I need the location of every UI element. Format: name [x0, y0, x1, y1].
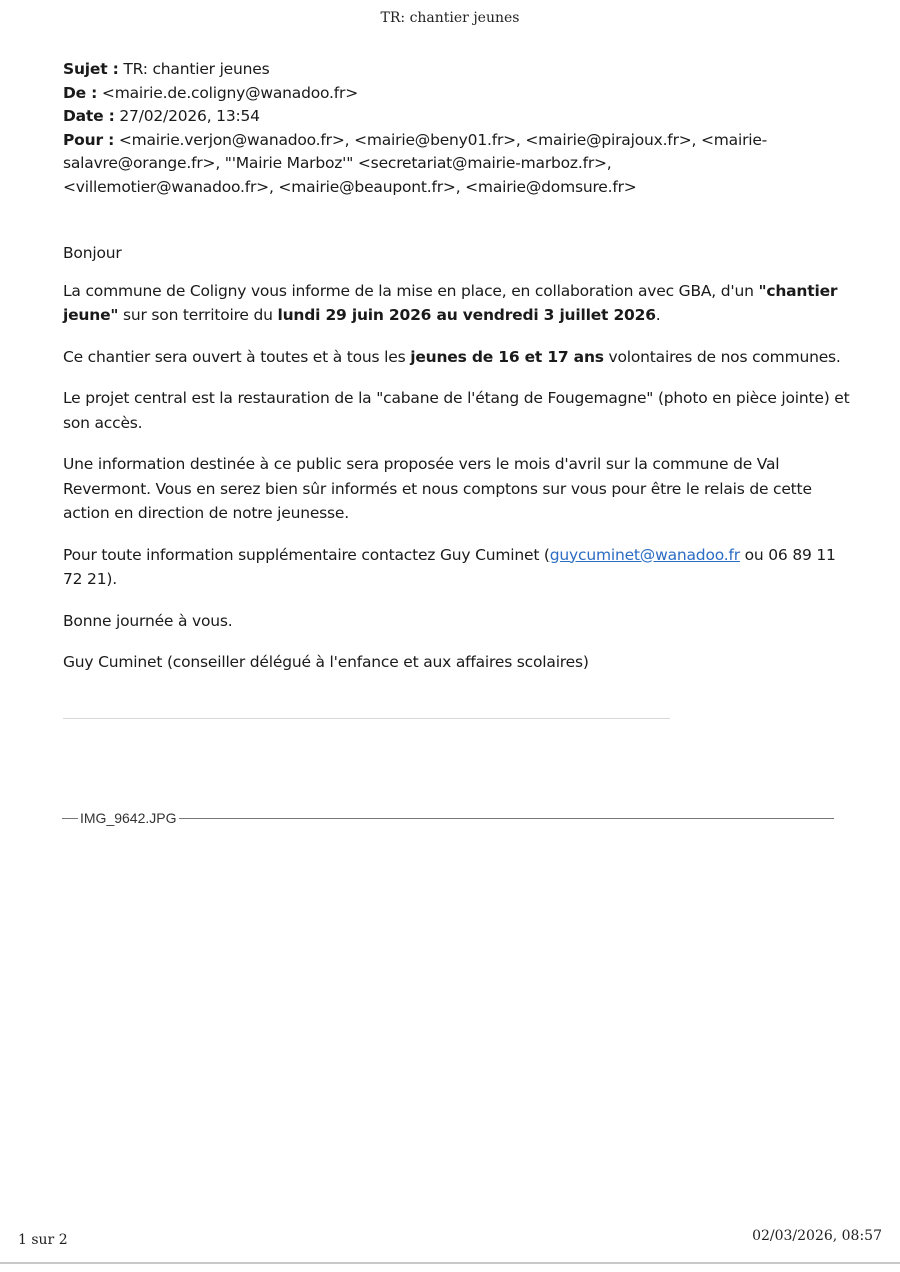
paragraph-contact — [63, 543, 853, 592]
greeting: Bonjour — [63, 244, 122, 262]
to-row — [63, 129, 853, 153]
date-value: 27/02/2026, 13:54 — [114, 107, 260, 125]
date-row — [63, 105, 853, 129]
attachment-rule-right — [179, 818, 835, 819]
date-label: Date : — [63, 107, 115, 125]
p2-text-a: Ce chantier sera ouvert à toutes et à tous les — [63, 347, 411, 366]
p2-bold-ages: jeunes de 16 et 17 ans — [410, 347, 604, 366]
paragraph-project: Le projet central est la restauration de la "cabane de l'étang de Fougemagne" (photo en pièce jointe) et son accès. — [63, 389, 850, 432]
p1-bold-dates: lundi 29 juin 2026 au vendredi 3 juillet 2026 — [277, 306, 656, 324]
attachment-rule-left — [62, 818, 78, 819]
subject-row — [63, 58, 853, 82]
to-row-line2 — [63, 152, 853, 176]
subject-label: Sujet : — [63, 60, 119, 78]
print-header-title: TR: chantier jeunes — [380, 10, 520, 26]
signature-divider — [63, 718, 670, 719]
p1-bold-project: "chantier jeune" — [63, 281, 838, 324]
paragraph-information: Une information destinée à ce public sera proposée vers le mois d'avril sur la commune de Val Revermont. Vous en serez bien sûr informés et nous comptons sur vous pour être le relais de cette action en direction de notre jeunesse. — [63, 455, 812, 522]
p1-text-e: . — [655, 306, 661, 324]
email-header — [63, 58, 853, 199]
attachment-filename[interactable]: IMG_9642.JPG — [80, 810, 177, 826]
p2-text-c: volontaires de nos communes. — [603, 347, 841, 366]
p5-text-a: Pour toute information supplémentaire contactez Guy Cuminet ( — [63, 545, 550, 564]
to-label: Pour : — [63, 130, 115, 149]
attachment-separator — [62, 810, 834, 826]
to-value-line3: <villemotier@wanadoo.fr>, <mairie@beaupont.fr>, <mairie@domsure.fr> — [63, 177, 637, 196]
p1-text-c: sur son territoire du — [118, 306, 278, 324]
from-row — [63, 82, 853, 106]
page-number: 1 sur 2 — [18, 1232, 68, 1248]
p5-text-b: ou 06 89 11 72 21). — [63, 545, 836, 588]
paragraph-audience — [63, 345, 853, 370]
p1-text-a: La commune de Coligny vous informe de la mise en place, en collaboration avec GBA, d'un — [63, 281, 759, 300]
contact-email-link[interactable]: guycuminet@wanadoo.fr — [549, 545, 740, 564]
signature: Guy Cuminet (conseiller délégué à l'enfance et aux affaires scolaires) — [63, 653, 589, 671]
paragraph-announcement — [63, 279, 853, 328]
closing: Bonne journée à vous. — [63, 611, 233, 630]
from-label: De : — [63, 83, 98, 102]
subject-value: TR: chantier jeunes — [118, 60, 270, 78]
print-timestamp: 02/03/2026, 08:57 — [752, 1228, 882, 1244]
to-row-line3 — [63, 176, 853, 200]
to-value-line1: <mairie.verjon@wanadoo.fr>, <mairie@beny01.fr>, <mairie@pirajoux.fr>, <mairie- — [114, 130, 768, 149]
from-value: <mairie.de.coligny@wanadoo.fr> — [97, 83, 358, 102]
scan-edge-line — [0, 1262, 900, 1264]
to-value-line2: salavre@orange.fr>, "'Mairie Marboz'" <secretariat@mairie-marboz.fr>, — [63, 154, 612, 172]
email-body — [63, 241, 853, 675]
email-message — [63, 58, 853, 692]
